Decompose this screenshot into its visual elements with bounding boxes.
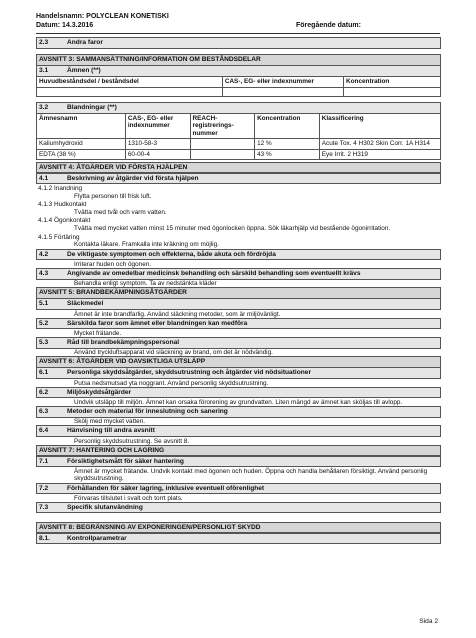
section-title: AVSNITT 3: SAMMANSÄTTNING/INFORMATION OM BESTÅNDSDELAR	[39, 56, 261, 64]
safe-handling-text: Ämnet är mycket frätande. Undvik kontakt med ögonen och huden. Öppna och handla behållaren försiktigt. Använd personlig skyddsutrustning.	[74, 467, 428, 483]
table-row	[37, 87, 441, 96]
subsection-number: 7.3	[39, 503, 49, 511]
ingestion-label: 4.1.5 Förtäring	[38, 233, 80, 241]
column-header: Koncentration	[255, 114, 320, 139]
subsection-number: 8.1.	[39, 534, 50, 542]
subsection-number: 4.3	[39, 270, 49, 278]
subsection-8-1	[36, 533, 441, 545]
table-row	[37, 149, 441, 159]
inhalation-text: Flytta personen till frisk luft.	[74, 192, 152, 200]
environmental-text: Undvik utsläpp till miljön. Ämnet kan orsaka förorening av grundvatten. Liten mängd av ämnet kan sköljas till avlopp.	[74, 398, 403, 406]
special-hazards-text: Mycket frätande.	[74, 329, 122, 337]
cell-concentration: 12 %	[255, 139, 320, 149]
column-header: CAS-, EG- eller indexnummer	[222, 77, 343, 87]
column-header: Koncentration	[344, 77, 441, 87]
subsection-number: 6.3	[39, 408, 49, 416]
subsection-number: 5.1	[39, 300, 49, 308]
cell-classification: Eye Irrit. 2 H319	[319, 149, 440, 159]
cell-substance: EDTA (38 %)	[37, 149, 126, 159]
header-divider	[36, 33, 440, 34]
cell-concentration: 43 %	[255, 149, 320, 159]
column-header: Huvudbeståndsdel / beståndsdel	[37, 77, 223, 87]
cell-substance: Kaliumhydroxid	[37, 139, 126, 149]
subsection-title: Beskrivning av åtgärder vid första hjälpen	[67, 174, 199, 182]
subsection-5-3	[36, 337, 441, 349]
subsection-4-2	[36, 249, 441, 261]
column-header: REACH-registrerings-nummer	[190, 114, 255, 139]
column-header: Klassificering	[319, 114, 440, 139]
subsection-7-1	[36, 456, 441, 468]
subsection-title: Förhållanden för säker lagring, inklusive eventuell oförenlighet	[67, 484, 265, 492]
previous-date: Föregående datum:	[296, 22, 361, 29]
subsection-title: Kontrollparametrar	[67, 534, 127, 542]
subsection-title: Råd till brandbekämpningspersonal	[67, 339, 180, 347]
personal-precautions-text: Putsa nedsmutsad yta noggrant. Använd personlig skyddsutrustning.	[74, 379, 269, 387]
cell-classification: Acute Tox. 4 H302 Skin Corr. 1A H314	[319, 139, 440, 149]
subsection-7-2	[36, 483, 441, 495]
subsection-number: 2.3	[39, 39, 49, 47]
subsection-number: 6.2	[39, 388, 49, 396]
mixtures-table	[36, 113, 441, 160]
section-8-header	[36, 522, 441, 534]
section-5-header	[36, 287, 441, 299]
subsection-title: Ämnen (**)	[67, 67, 101, 75]
subsection-title: Försiktighetsmått för säker hantering	[67, 457, 184, 465]
subsection-number: 6.4	[39, 427, 49, 435]
subsection-title: Specifik slutanvändning	[67, 503, 143, 511]
subsection-6-1	[36, 367, 441, 379]
extinguishing-text: Ämnet är inte brandfarlig. Använd släckning metoder, som är miljövänligt.	[74, 310, 281, 318]
firefighter-advice-text: Använd tryckluftsapparat vid släckning av brand, om det är nödvändig.	[74, 349, 273, 357]
storage-text: Förvaras tillslutet i svalt och torrt plats.	[74, 494, 183, 502]
subsection-title: Släckmedel	[67, 300, 104, 308]
page-header	[36, 13, 169, 31]
subsection-title: Miljöskyddsåtgärder	[67, 388, 132, 396]
ingestion-text: Kontakta läkare. Framkalla inte kräkning om möjlig.	[74, 241, 219, 249]
subsection-3-2	[36, 102, 441, 114]
eye-contact-label: 4.1.4 Ögonkontakt	[38, 217, 91, 225]
subsection-title: Metoder och material för inneslutning och sanering	[67, 408, 228, 416]
table-header-row	[37, 77, 441, 87]
subsection-title: Blandningar (**)	[67, 104, 117, 112]
section-title: AVSNITT 5: BRANDBEKÄMPNINGSÅTGÄRDER	[39, 289, 187, 297]
subsection-7-3	[36, 502, 441, 514]
section-3-header	[36, 54, 441, 66]
subsection-title: Andra faror	[67, 39, 103, 47]
subsection-number: 6.1	[39, 369, 49, 377]
inhalation-label: 4.1.2 Inandning	[38, 184, 83, 192]
subsection-5-1	[36, 298, 441, 310]
cell-cas: 60-00-4	[125, 149, 190, 159]
subsection-5-2	[36, 318, 441, 330]
section-6-header	[36, 356, 441, 368]
page-number: Sida 2	[419, 618, 438, 625]
subsection-6-3	[36, 406, 441, 418]
treatment-text: Behandla enligt symptom. Ta av nedstänkta kläder	[74, 280, 217, 288]
section-title: AVSNITT 7: HANTERING OCH LAGRING	[39, 446, 165, 454]
column-header: CAS-, EG- eller indexnummer	[125, 114, 190, 139]
subsection-number: 3.2	[39, 104, 49, 112]
document-date: Datum: 14.3.2016	[36, 22, 94, 29]
table-row	[37, 139, 441, 149]
subsection-number: 7.1	[39, 457, 49, 465]
subsection-number: 7.2	[39, 484, 49, 492]
subsection-number: 5.2	[39, 319, 49, 327]
section-7-header	[36, 445, 441, 457]
cell-reach	[190, 139, 255, 149]
cell-reach	[190, 149, 255, 159]
subsection-6-2	[36, 387, 441, 399]
subsection-number: 3.1	[39, 67, 49, 75]
symptoms-text: Irriterar huden och ögonen.	[74, 260, 152, 268]
subsection-title: Särskilda faror som ämnet eller blandningen kan medföra	[67, 319, 248, 327]
section-title: AVSNITT 8: BEGRÄNSNING AV EXPONERINGEN/PERSONLIGT SKYDD	[39, 523, 261, 531]
skin-contact-text: Tvätta med tvål och varm vatten.	[74, 209, 167, 217]
document-body	[36, 38, 441, 544]
subsection-4-1	[36, 173, 441, 185]
subsection-title: Personliga skyddsåtgärder, skyddsutrustning och åtgärder vid nödsituationer	[67, 369, 312, 377]
eye-contact-text: Tvätta med mycket vatten minst 15 minuter med ögonlocken öppna. Sök läkarhjälp vid bestående ögonirritation.	[74, 225, 391, 233]
skin-contact-label: 4.1.3 Hudkontakt	[38, 201, 87, 209]
subsection-2-3	[36, 37, 441, 49]
subsection-number: 4.2	[39, 250, 49, 258]
subsection-3-1	[36, 65, 441, 77]
subsection-number: 5.3	[39, 339, 49, 347]
cell-cas: 1310-58-3	[125, 139, 190, 149]
section-4-header	[36, 162, 441, 174]
column-header: Ämnesnamn	[37, 114, 126, 139]
subsection-number: 4.1	[39, 174, 49, 182]
section-title: AVSNITT 6: ÅTGÄRDER VID OAVSIKTLIGA UTSLÄPP	[39, 358, 206, 366]
containment-text: Skölj med mycket vatten.	[74, 418, 146, 426]
reference-text: Personlig skyddsutrustning. Se avsnitt 8.	[74, 437, 190, 445]
substances-table	[36, 76, 441, 96]
table-header-row	[37, 114, 441, 139]
subsection-6-4	[36, 425, 441, 437]
trade-name: Handelsnamn: POLYCLEAN KONETISKI	[36, 13, 169, 20]
section-title: AVSNITT 4: ÅTGÄRDER VID FÖRSTA HJÄLPEN	[39, 163, 188, 171]
subsection-title: De viktigaste symptomen och effekterna, både akuta och fördröjda	[67, 250, 276, 258]
subsection-title: Angivande av omedelbar medicinsk behandling och särskild behandling som eventuellt krävs	[67, 270, 361, 278]
subsection-4-3	[36, 268, 441, 280]
subsection-title: Hänvisning till andra avsnitt	[67, 427, 155, 435]
